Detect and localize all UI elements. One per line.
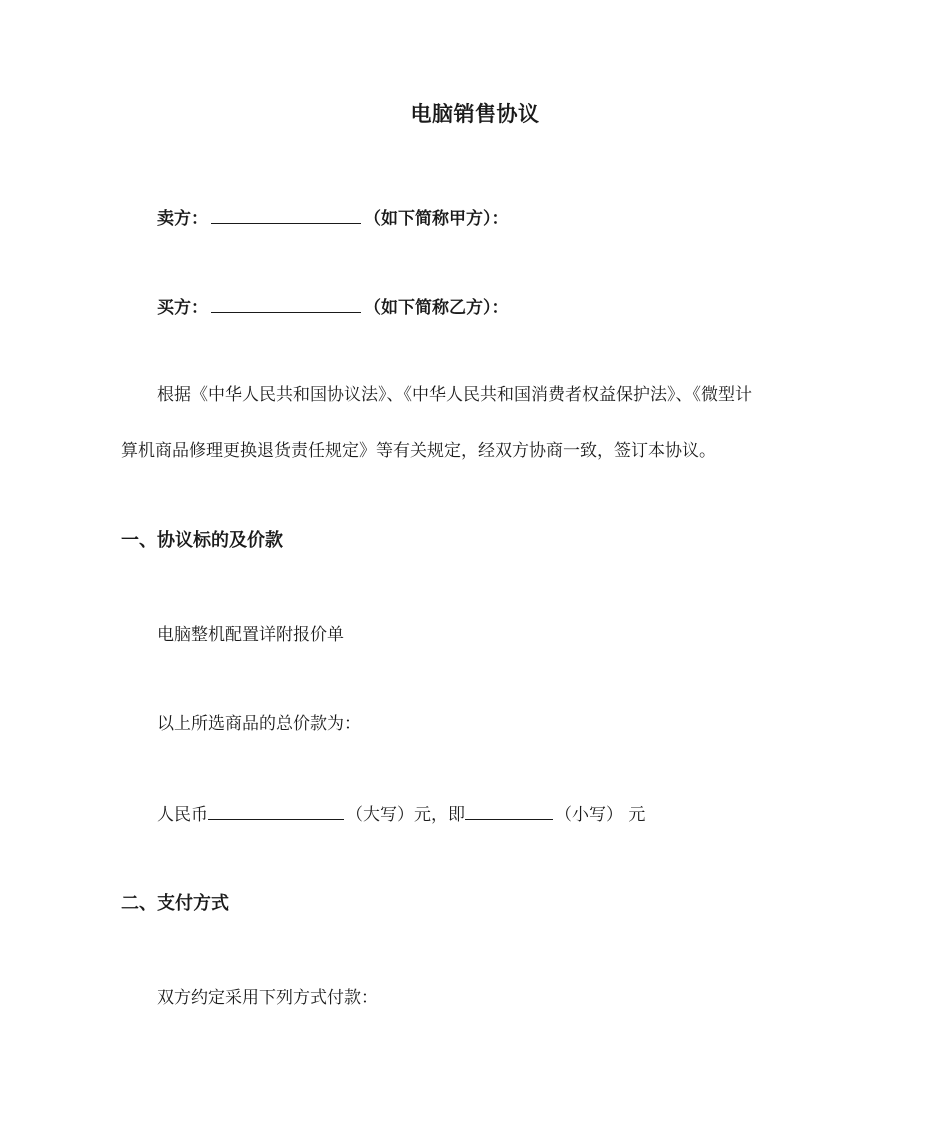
rmb-upper-label: （大写）元，即	[346, 805, 465, 825]
seller-line	[157, 205, 509, 231]
buyer-name-blank[interactable]	[211, 294, 361, 313]
total-price-text: 以上所选商品的总价款为：	[157, 714, 361, 734]
buyer-line	[157, 294, 509, 320]
intro-paragraph-line-2: 算机商品修理更换退货责任规定》等有关规定，经双方协商一致，签订本协议。	[121, 441, 716, 461]
document-title: 电脑销售协议	[410, 102, 540, 126]
section-2-heading: 二、支付方式	[121, 893, 229, 914]
config-text: 电脑整机配置详附报价单	[157, 625, 344, 645]
rmb-prefix: 人民币	[157, 805, 208, 825]
payment-method-text: 双方约定采用下列方式付款：	[157, 988, 378, 1008]
seller-label: 卖方：	[157, 209, 208, 229]
intro-paragraph-line-1: 根据《中华人民共和国协议法》、《中华人民共和国消费者权益保护法》、《微型计	[157, 385, 752, 405]
seller-name-blank[interactable]	[211, 205, 361, 224]
amount-lower-blank[interactable]	[465, 801, 553, 820]
seller-suffix: （如下简称甲方）：	[364, 209, 509, 229]
section-1-heading: 一、协议标的及价款	[121, 530, 283, 551]
buyer-suffix: （如下简称乙方）：	[364, 298, 509, 318]
rmb-amount-line	[157, 801, 645, 827]
amount-upper-blank[interactable]	[208, 801, 344, 820]
rmb-lower-label: （小写） 元	[555, 805, 646, 825]
buyer-label: 买方：	[157, 298, 208, 318]
